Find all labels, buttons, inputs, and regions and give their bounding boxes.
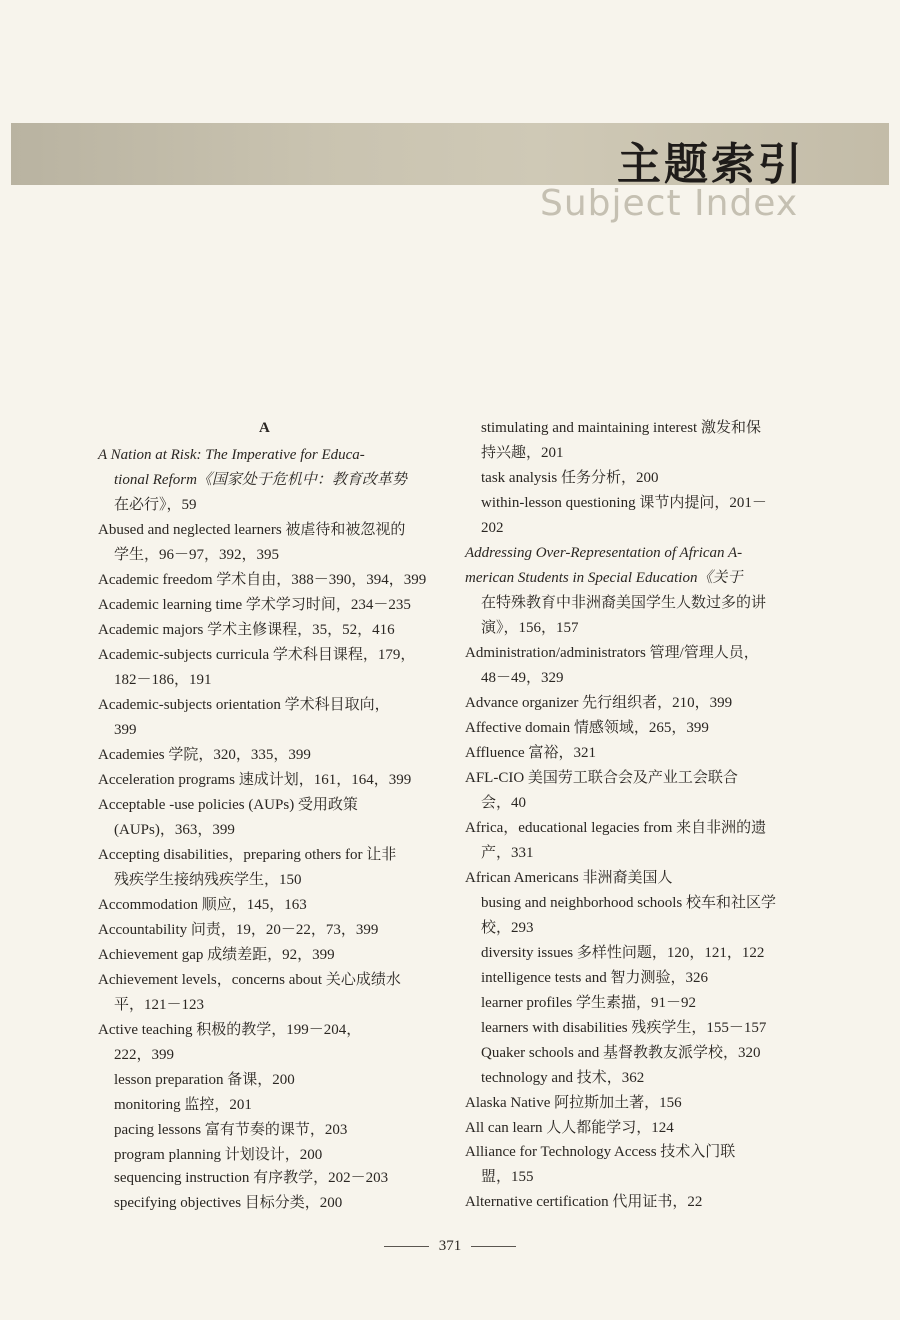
index-entry-line: 演》，156，157 [481,620,579,636]
index-entry-line: 平，121－123 [114,997,205,1013]
index-entry-line: 持兴趣，201 [481,445,564,461]
index-entry-line: Achievement gap 成绩差距，92，399 [98,947,335,963]
index-entry-line: lesson preparation 备课，200 [114,1072,295,1088]
index-entry-line: 产，331 [481,845,534,861]
footer-rule-right [471,1246,516,1247]
index-entry-line: Academic learning time 学术学习时间，234－235 [98,597,411,613]
index-entry-line: Africa，educational legacies from 来自非洲的遗 [465,820,767,836]
index-entry-line: All can learn 人人都能学习，124 [465,1120,674,1136]
index-entry-line: (AUPs)，363，399 [114,822,235,838]
page-footer [0,1237,900,1255]
index-entry-line: busing and neighborhood schools 校车和社区学 [481,895,776,911]
index-entry-line: Abused and neglected learners 被虐待和被忽视的 [98,522,406,538]
index-entry-line: intelligence tests and 智力测验，326 [481,970,709,986]
index-entry-line: monitoring 监控，201 [114,1097,252,1113]
index-entry-line: Quaker schools and 基督教教友派学校，320 [481,1045,761,1061]
index-entry-line: 会，40 [481,795,527,811]
index-entry-line: Active teaching 积极的教学，199－204， [98,1022,362,1038]
index-entry-line: African Americans 非洲裔美国人 [465,870,673,886]
index-entry-line: Alternative certification 代用证书，22 [465,1194,703,1210]
index-entry-line: Accepting disabilities，preparing others for 让非 [98,847,397,863]
index-entry-line: Academic-subjects curricula 学术科目课程，179， [98,647,416,663]
index-entry-line: 在必行》，59 [114,497,197,513]
index-entry-line: Accommodation 顺应，145，163 [98,897,307,913]
page-title-english: Subject Index [540,183,799,224]
index-entry-line: Alliance for Technology Access 技术入门联 [465,1144,736,1160]
index-entry-line: Academies 学院，320，335，399 [98,747,311,763]
index-entry-line: Alaska Native 阿拉斯加土著，156 [465,1095,682,1111]
index-entry-line: tional Reform《国家处于危机中：教育改革势 [114,472,407,488]
index-entry-line: within-lesson questioning 课节内提问，201－ [481,495,767,511]
index-entry-line: 202 [481,520,504,536]
index-entry-line: 残疾学生接纳残疾学生，150 [114,872,302,888]
index-entry-line: 222，399 [114,1047,175,1063]
index-entry-line: Accountability 问责，19，20－22，73，399 [98,922,379,938]
index-entry-line: Academic freedom 学术自由，388－390，394，399 [98,572,427,588]
index-entry-line: Advance organizer 先行组织者，210，399 [465,695,733,711]
index-entry-line: 182－186，191 [114,672,212,688]
index-entry-line: 在特殊教育中非洲裔美国学生人数过多的讲 [481,595,767,611]
index-entry-line: Affluence 富裕，321 [465,745,596,761]
index-entry-line: specifying objectives 目标分类，200 [114,1195,343,1211]
index-entry-line: Acceleration programs 速成计划，161，164，399 [98,772,412,788]
index-entry-line: 399 [114,722,137,738]
index-entry-line: 48－49，329 [481,670,564,686]
index-entry-line: sequencing instruction 有序教学，202－203 [114,1170,389,1186]
index-entry-line: merican Students in Special Education《关于 [465,570,743,586]
index-entry-line: Affective domain 情感领域，265，399 [465,720,709,736]
index-entry-line: Academic majors 学术主修课程，35，52，416 [98,622,395,638]
index-entry-line: Academic-subjects orientation 学术科目取向， [98,697,390,713]
page-title-chinese: 主题索引 [617,139,805,190]
index-entry-line: pacing lessons 富有节奏的课节，203 [114,1122,348,1138]
index-entry-line: 盟，155 [481,1169,534,1185]
section-letter: A [259,420,270,436]
index-entry-line: learners with disabilities 残疾学生，155－157 [481,1020,767,1036]
footer-rule-left [384,1246,429,1247]
index-entry-line: technology and 技术，362 [481,1070,645,1086]
index-entry-line: 校，293 [481,920,534,936]
index-entry-line: Achievement levels，concerns about 关心成绩水 [98,972,401,988]
index-entry-line: diversity issues 多样性问题，120，121，122 [481,945,765,961]
index-entry-line: 学生，96－97，392，395 [114,547,280,563]
index-entry-line: Addressing Over-Representation of African A- [465,545,743,561]
index-entry-line: learner profiles 学生素描，91－92 [481,995,696,1011]
index-entry-line: AFL-CIO 美国劳工联合会及产业工会联合 [465,770,738,786]
index-entry-line: task analysis 任务分析，200 [481,470,659,486]
index-entry-line: program planning 计划设计，200 [114,1147,323,1163]
page-number: 371 [438,1237,462,1254]
index-entry-line: stimulating and maintaining interest 激发和保 [481,420,761,436]
index-entry-line: Administration/administrators 管理/管理人员， [465,645,759,661]
index-entry-line: Acceptable -use policies (AUPs) 受用政策 [98,797,358,813]
index-entry-line: A Nation at Risk: The Imperative for Educa- [98,447,365,463]
